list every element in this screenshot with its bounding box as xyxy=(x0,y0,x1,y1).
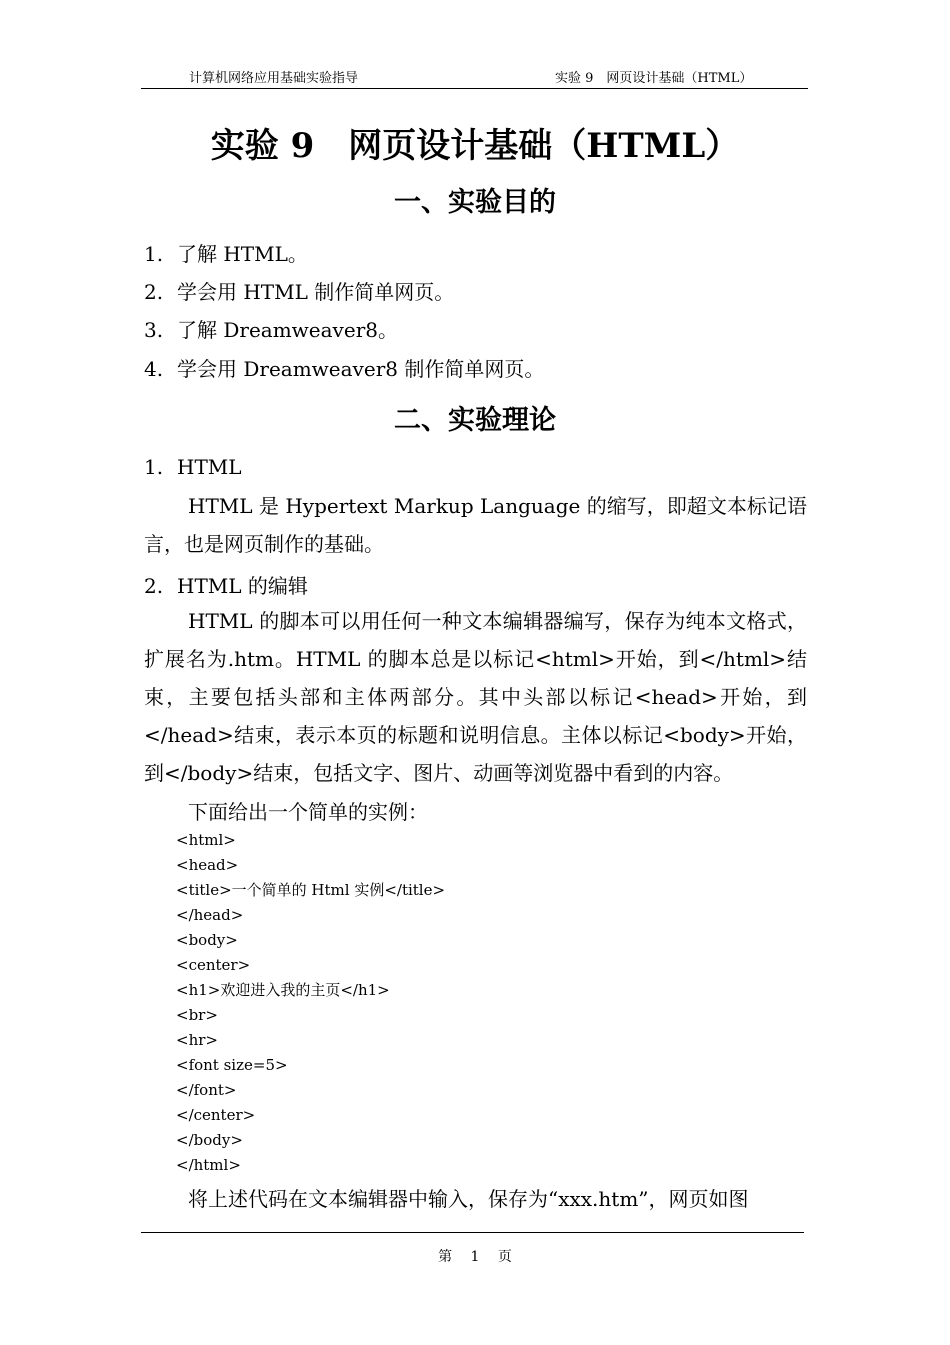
code-line: <hr> xyxy=(176,1031,218,1049)
section-heading-theory: 二、实验理论 xyxy=(394,405,556,436)
paragraph-example-intro: 下面给出一个简单的实例： xyxy=(188,800,428,824)
list-text: HTML 的编辑 xyxy=(177,574,308,598)
code-line: <center> xyxy=(176,956,251,974)
list-number: 1. xyxy=(144,455,164,479)
paragraph-html-editing: HTML 的脚本可以用任何一种文本编辑器编写，保存为纯本文格式，扩展名为.htm。HTML 的脚本总是以标记<html>开始，到</html>结束，主要包括头部和主体两部分。其中头部以标记<head>开始，到</head>结束，表示本页的标题和说明信息。主体以标记<body>开始，到</body>结束，包括文字、图片、动画等浏览器中看到的内容。 xyxy=(144,609,807,785)
list-text: 学会用 Dreamweaver8 制作简单网页。 xyxy=(177,357,545,381)
code-line: <head> xyxy=(176,856,239,874)
list-number: 4. xyxy=(144,357,164,381)
code-line: <font size=5> xyxy=(176,1056,288,1074)
list-text: 了解 Dreamweaver8。 xyxy=(177,318,398,342)
header-rule xyxy=(141,88,808,89)
list-number: 3. xyxy=(144,318,164,342)
code-line: </head> xyxy=(176,906,244,924)
code-line: </html> xyxy=(176,1156,241,1174)
section-heading-objectives: 一、实验目的 xyxy=(394,187,556,218)
subsection-heading xyxy=(144,570,308,599)
list-item xyxy=(144,276,454,305)
footer-rule xyxy=(141,1232,804,1233)
running-header-left: 计算机网络应用基础实验指导 xyxy=(189,71,359,86)
paragraph-save-instructions: 将上述代码在文本编辑器中输入，保存为“xxx.htm”，网页如图 xyxy=(188,1187,749,1211)
list-number: 1. xyxy=(144,242,164,266)
code-line: <h1>欢迎进入我的主页</h1> xyxy=(176,981,390,999)
code-line: </body> xyxy=(176,1131,243,1149)
code-line: </center> xyxy=(176,1106,256,1124)
list-number: 2. xyxy=(144,574,164,598)
page-number: 第 1 页 xyxy=(438,1249,512,1265)
list-number: 2. xyxy=(144,280,164,304)
list-item xyxy=(144,353,544,382)
code-line: <html> xyxy=(176,831,236,849)
list-text: 学会用 HTML 制作简单网页。 xyxy=(177,280,455,304)
code-line: <body> xyxy=(176,931,238,949)
code-example xyxy=(176,828,445,1178)
running-header-right: 实验 9 网页设计基础（HTML） xyxy=(555,71,753,86)
subsection-heading xyxy=(144,455,242,479)
list-item xyxy=(144,314,398,343)
page-title: 实验 9 网页设计基础（HTML） xyxy=(210,126,740,166)
list-text: HTML xyxy=(177,455,242,479)
paragraph-html-definition: HTML 是 Hypertext Markup Language 的缩写，即超文本标记语言，也是网页制作的基础。 xyxy=(144,494,807,556)
code-line: <br> xyxy=(176,1006,218,1024)
code-line: <title>一个简单的 Html 实例</title> xyxy=(176,881,446,899)
list-item xyxy=(144,238,308,267)
code-line: </font> xyxy=(176,1081,237,1099)
list-text: 了解 HTML。 xyxy=(177,242,308,266)
